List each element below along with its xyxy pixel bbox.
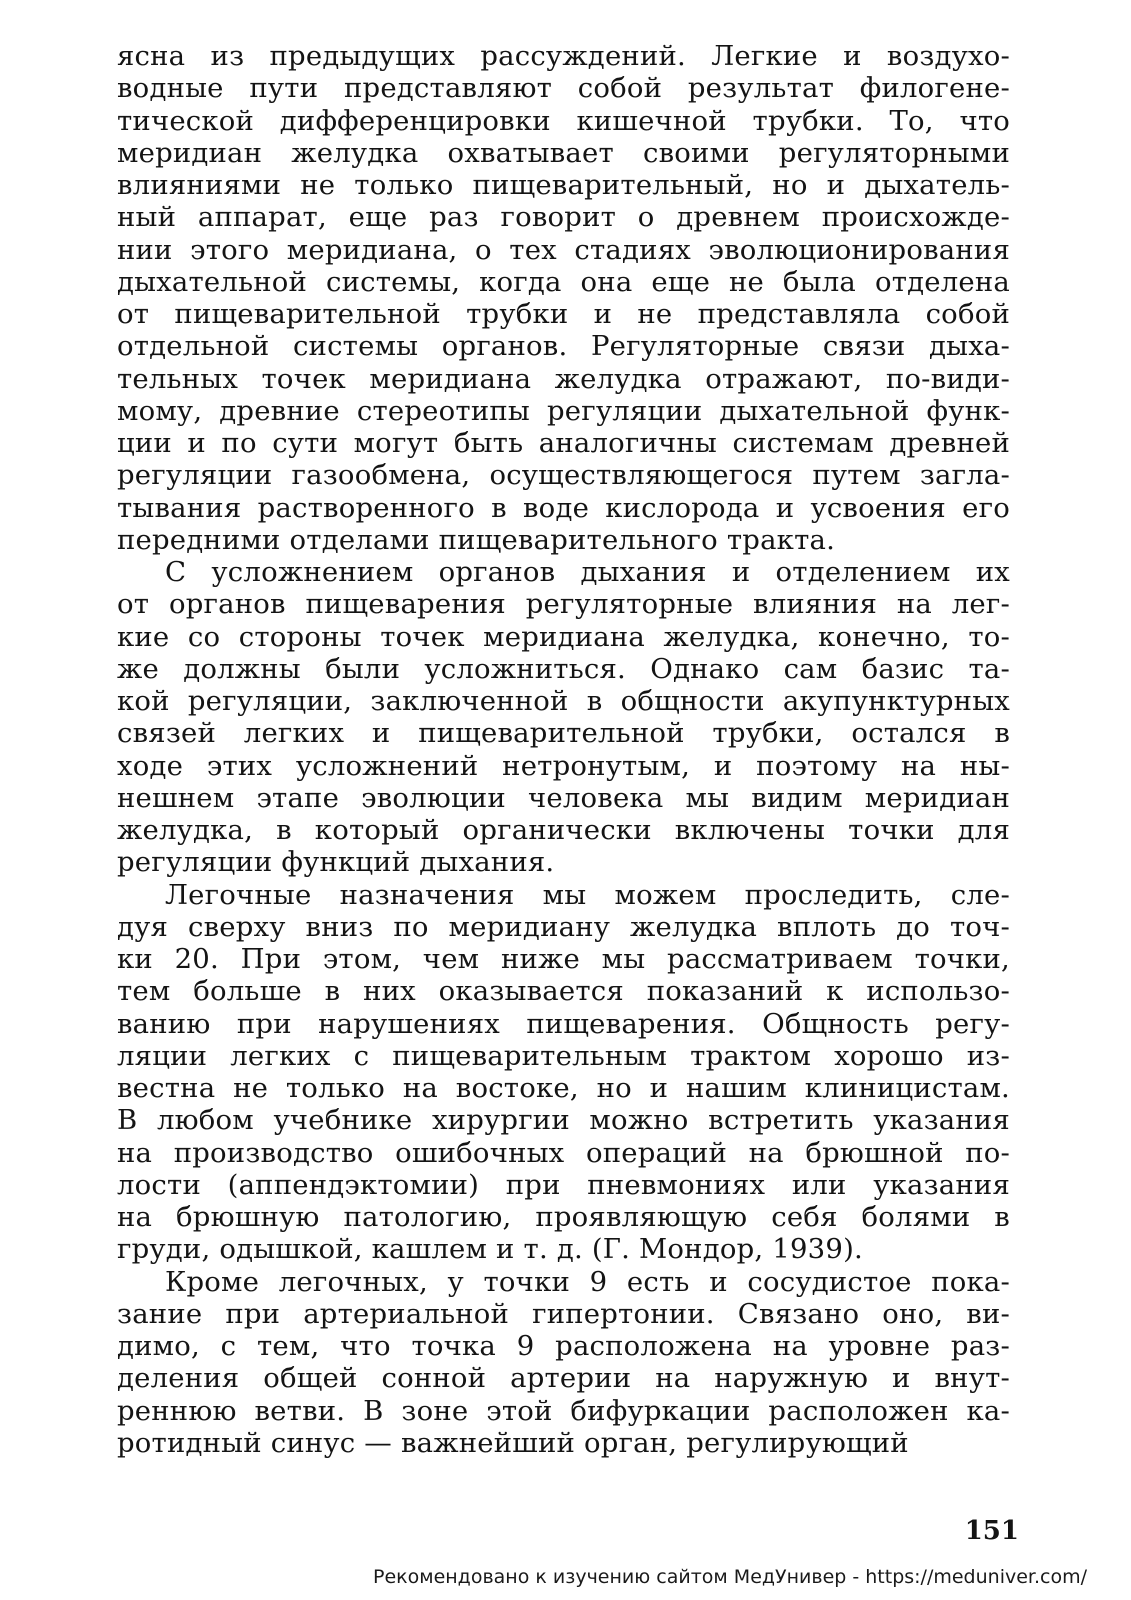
text-line: регуляции функций дыхания. (117, 846, 555, 879)
text-line: димо, с тем, что точка 9 расположена на уровне раз- (117, 1330, 1010, 1362)
text-line: же должны были усложниться. Однако сам базис та- (117, 652, 1010, 685)
text-line: ляции легких с пищеварительным трактом хорошо из- (117, 1039, 1010, 1072)
text-line: кие со стороны точек меридиана желудка, конечно, то- (117, 620, 1010, 653)
text-line: ванию при нарушениях пищеварения. Общность регу- (117, 1007, 1010, 1040)
text-line: Легочные назначения мы можем проследить, сле- (165, 878, 1010, 911)
page-body (117, 40, 1010, 1459)
text-line: связей легких и пищеварительной трубки, остался в (117, 717, 1010, 750)
text-line: мому, древние стереотипы регуляции дыхательной функ- (117, 394, 1010, 427)
text-line: тельных точек меридиана желудка отражают, по-види- (117, 362, 1010, 395)
text-line: регуляции газообмена, осуществляющегося путем загла- (117, 459, 1010, 492)
paragraph (117, 879, 1010, 1266)
text-line: желудка, в который органически включены точки для (117, 814, 1010, 846)
text-line: ный аппарат, еще раз говорит о древнем происхожде- (117, 201, 1010, 234)
paragraph (117, 556, 1010, 879)
text-line: тывания растворенного в воде кислорода и усвоения его (117, 491, 1010, 524)
text-line: ки 20. При этом, чем ниже мы рассматриваем точки, (117, 943, 1010, 975)
text-line: отдельной системы органов. Регуляторные связи дыха- (117, 330, 1010, 363)
text-line: влияниями не только пищеварительный, но и дыхатель- (117, 169, 1010, 201)
text-line: лости (аппендэктомии) при пневмониях или указания (117, 1168, 1010, 1201)
text-line: зание при артериальной гипертонии. Связано оно, ви- (117, 1297, 1010, 1330)
text-line: тем больше в них оказывается показаний к использо- (117, 975, 1010, 1008)
page-number: 151 (964, 1516, 1019, 1546)
text-line: нешнем этапе эволюции человека мы видим меридиан (117, 781, 1010, 814)
text-line: от пищеварительной трубки и не представляла собой (117, 298, 1010, 330)
text-line: дыхательной системы, когда она еще не была отделена (117, 265, 1010, 298)
text-line: ции и по сути могут быть аналогичны системам древней (117, 427, 1010, 459)
text-line: деления общей сонной артерии на наружную и внут- (117, 1362, 1010, 1395)
footer-watermark: Рекомендовано к изучению сайтом МедУнивер - https://meduniver.com/ (372, 1566, 1087, 1588)
text-line: тической дифференцировки кишечной трубки. То, что (117, 104, 1010, 137)
text-line: водные пути представляют собой результат филогене- (117, 72, 1010, 105)
text-line: ротидный синус — важнейший орган, регулирующий (117, 1426, 909, 1459)
text-line: меридиан желудка охватывает своими регуляторными (117, 136, 1010, 169)
text-line: на производство ошибочных операций на брюшной по- (117, 1136, 1010, 1169)
text-line: кой регуляции, заключенной в общности акупунктурных (117, 685, 1010, 717)
text-line: реннюю ветви. В зоне этой бифуркации расположен ка- (117, 1394, 1010, 1427)
text-line: дуя сверху вниз по меридиану желудка вплоть до точ- (117, 910, 1010, 943)
text-line: вестна не только на востоке, но и нашим клиницистам. (117, 1072, 1010, 1104)
text-line: от органов пищеварения регуляторные влияния на лег- (117, 588, 1010, 621)
text-line: передними отделами пищеварительного тракта. (117, 523, 836, 556)
paragraph (117, 1266, 1010, 1460)
text-line: груди, одышкой, кашлем и т. д. (Г. Мондор, 1939). (117, 1233, 863, 1266)
text-line: нии этого меридиана, о тех стадиях эволюционирования (117, 233, 1010, 266)
text-line: В любом учебнике хирургии можно встретить указания (117, 1104, 1010, 1137)
text-line: ходе этих усложнений нетронутым, и поэтому на ны- (117, 749, 1010, 782)
paragraph (117, 40, 1010, 556)
text-line: на брюшную патологию, проявляющую себя болями в (117, 1201, 1010, 1233)
text-line: ясна из предыдущих рассуждений. Легкие и воздухо- (117, 40, 1010, 72)
text-line: С усложнением органов дыхания и отделением их (165, 556, 1010, 588)
text-line: Кроме легочных, у точки 9 есть и сосудистое пока- (165, 1265, 1010, 1298)
